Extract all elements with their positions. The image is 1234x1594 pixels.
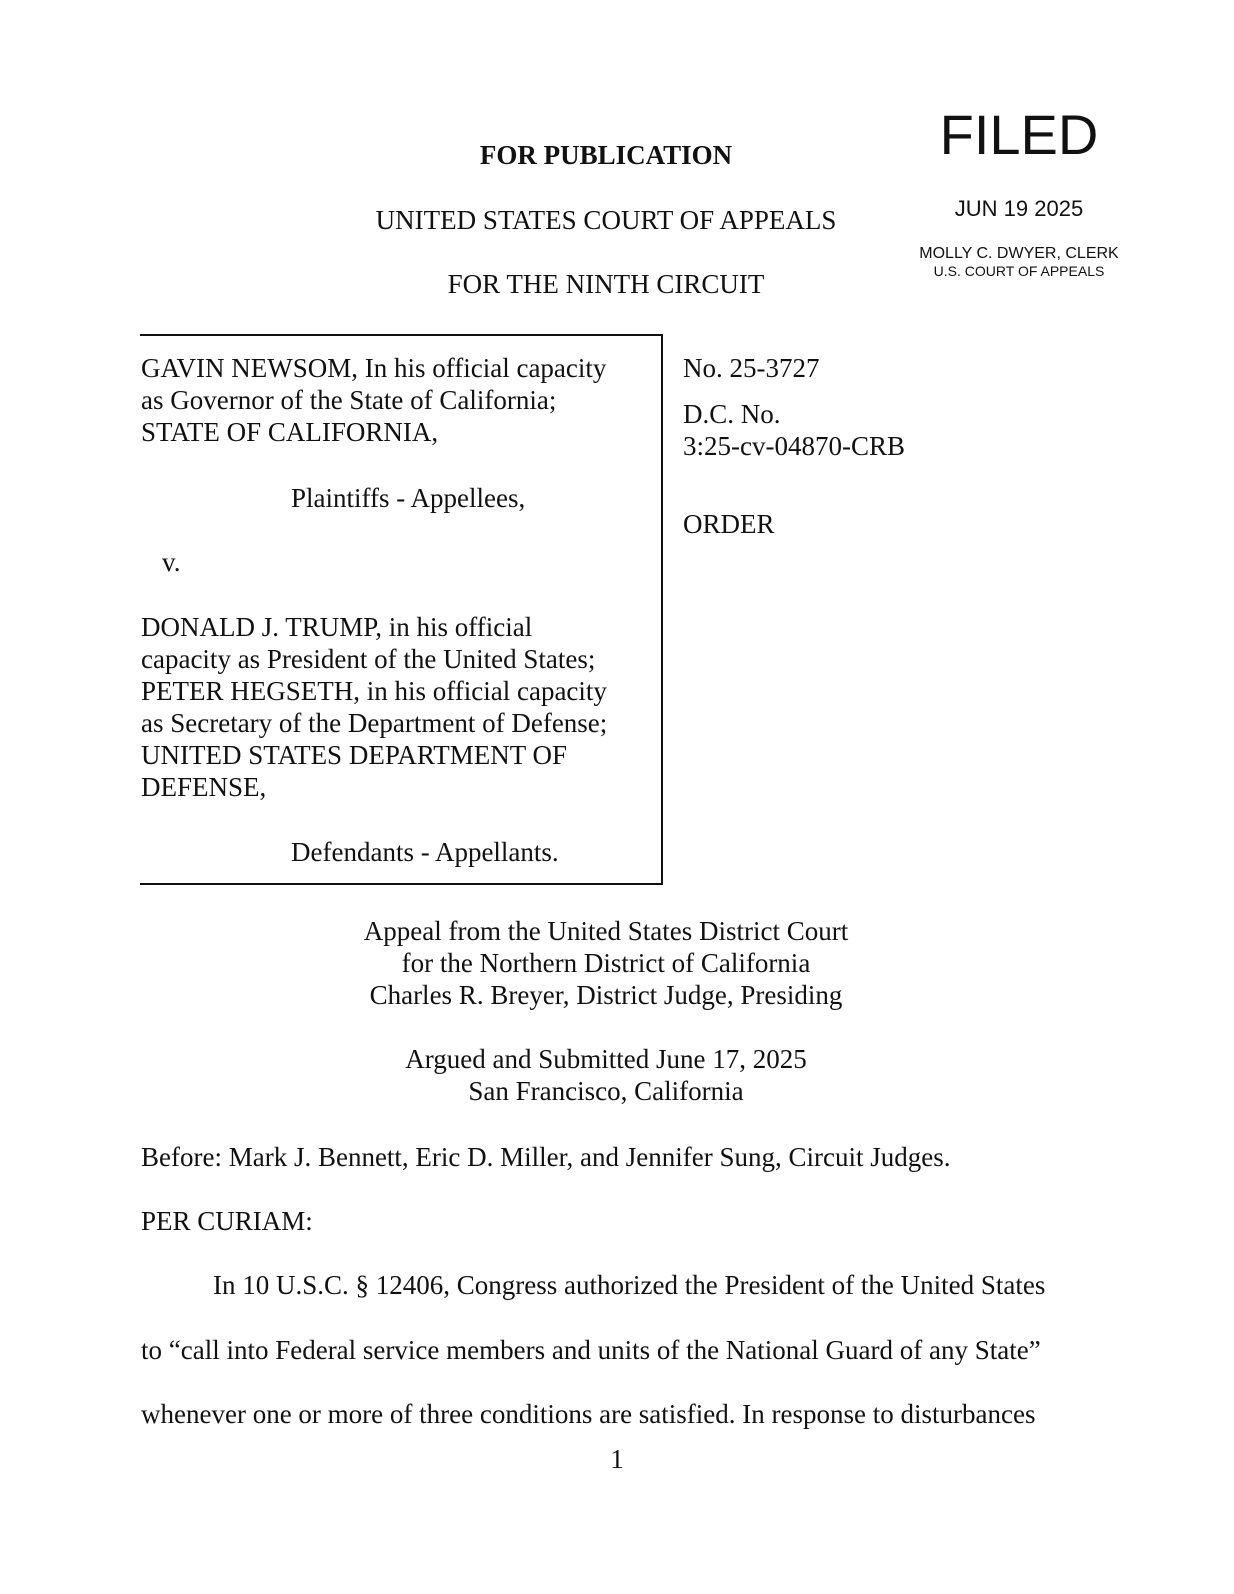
body-line: to “call into Federal service members and units of the National Guard of any State” bbox=[141, 1335, 1041, 1365]
defendants-role: Defendants - Appellants. bbox=[291, 837, 559, 867]
appeal-line: Appeal from the United States District Court bbox=[363, 916, 849, 946]
filed-date: JUN 19 2025 bbox=[954, 196, 1084, 221]
plaintiffs-role: Plaintiffs - Appellees, bbox=[291, 483, 526, 513]
defendant-line: UNITED STATES DEPARTMENT OF bbox=[141, 740, 568, 770]
appeal-line: for the Northern District of California bbox=[401, 948, 811, 978]
court-name: UNITED STATES COURT OF APPEALS bbox=[375, 205, 837, 235]
versus: v. bbox=[162, 547, 181, 577]
body-line: In 10 U.S.C. § 12406, Congress authorized the President of the United States bbox=[213, 1270, 1046, 1300]
plaintiff-line: as Governor of the State of California; bbox=[141, 385, 557, 415]
filed-label: FILED bbox=[939, 103, 1099, 166]
document-type: ORDER bbox=[683, 509, 775, 539]
dc-label: D.C. No. bbox=[683, 399, 781, 429]
clerk-name: MOLLY C. DWYER, CLERK bbox=[919, 245, 1119, 262]
circuit-name: FOR THE NINTH CIRCUIT bbox=[447, 269, 765, 299]
clerk-office: U.S. COURT OF APPEALS bbox=[933, 263, 1105, 279]
panel-judges: Before: Mark J. Bennett, Eric D. Miller, and Jennifer Sung, Circuit Judges. bbox=[141, 1142, 951, 1172]
defendant-line: as Secretary of the Department of Defense; bbox=[141, 708, 608, 738]
defendant-line: DONALD J. TRUMP, in his official bbox=[141, 612, 533, 642]
body-line: whenever one or more of three conditions are satisfied. In response to disturbances bbox=[141, 1399, 1036, 1429]
defendant-line: capacity as President of the United States; bbox=[141, 644, 596, 674]
argued-line: San Francisco, California bbox=[468, 1076, 744, 1106]
caption-right-rule bbox=[661, 334, 663, 885]
defendant-line: DEFENSE, bbox=[141, 772, 267, 802]
page-number: 1 bbox=[610, 1444, 624, 1474]
publication-heading: FOR PUBLICATION bbox=[479, 140, 733, 170]
caption-top-rule bbox=[140, 334, 663, 336]
plaintiff-line: GAVIN NEWSOM, In his official capacity bbox=[141, 353, 607, 383]
argued-line: Argued and Submitted June 17, 2025 bbox=[405, 1044, 807, 1074]
case-number: No. 25-3727 bbox=[683, 353, 820, 383]
per-curiam-heading: PER CURIAM: bbox=[141, 1206, 313, 1236]
plaintiff-line: STATE OF CALIFORNIA, bbox=[141, 417, 439, 447]
dc-number: 3:25-cv-04870-CRB bbox=[683, 431, 905, 461]
caption-bottom-rule bbox=[140, 883, 663, 885]
appeal-line: Charles R. Breyer, District Judge, Presiding bbox=[369, 980, 843, 1010]
defendant-line: PETER HEGSETH, in his official capacity bbox=[141, 676, 607, 706]
